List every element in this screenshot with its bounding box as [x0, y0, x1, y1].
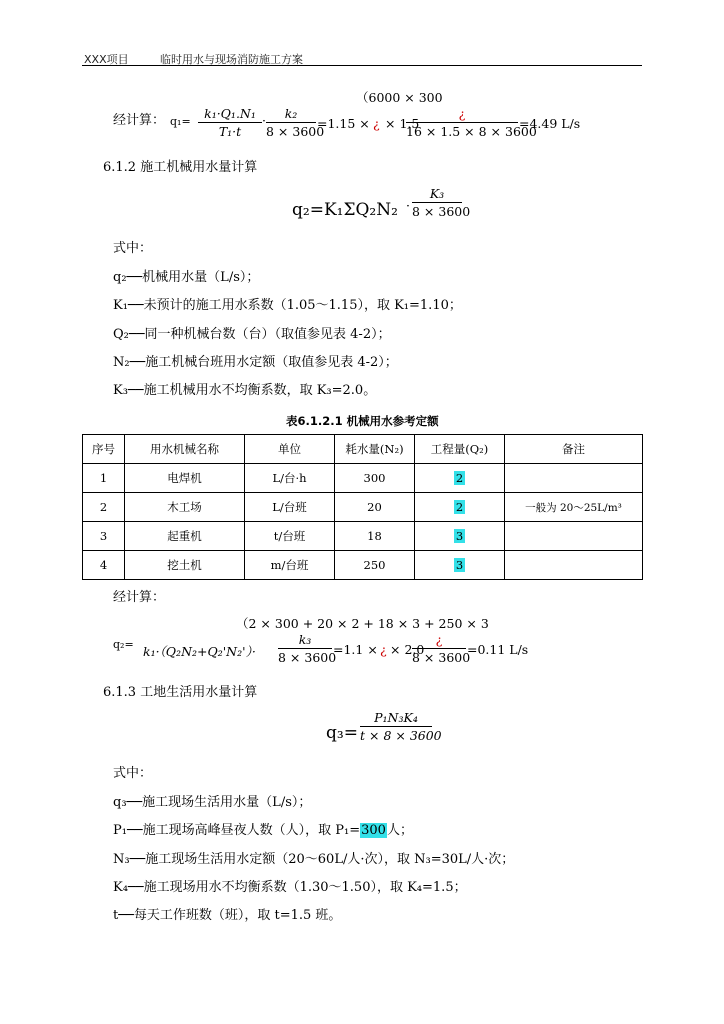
calc1-f2-denominator: 8 × 3600 [266, 124, 325, 139]
sec613-fraction [360, 710, 442, 743]
sec612-f-numerator: K₃ [429, 186, 445, 201]
cell-index: 2 [83, 493, 125, 522]
cell-consumption: 300 [335, 464, 415, 493]
header-project: XXX项目 [84, 53, 129, 66]
sec613-def-2-highlight: 300 [361, 823, 386, 838]
calc1-fraction-1 [198, 106, 262, 139]
cell-consumption: 18 [335, 522, 415, 551]
calc1-f3-numerator: ¿ [458, 106, 466, 121]
col-header-machine: 用水机械名称 [125, 435, 245, 464]
cell-index: 3 [83, 522, 125, 551]
cell-remark [505, 522, 643, 551]
sec613-def-2-text: P₁──施工现场高峰昼夜人数（人），取 P₁= [113, 823, 361, 838]
calc2-mid: =1.1 × [333, 642, 378, 657]
cell-quantity [415, 493, 505, 522]
sec613-def-2 [113, 823, 413, 839]
sec612-def-3: Q₂──同一种机械台数（台）（取值参见表 4-2）； [113, 327, 391, 342]
calc1-fraction-2 [266, 106, 325, 139]
cell-unit: m/台班 [245, 551, 335, 580]
sec612-formula-lhs: q₂=K₁ΣQ₂N₂ [292, 200, 398, 220]
calc2-glyph: ¿ [380, 642, 387, 657]
calc2-f2-numerator: ¿ [435, 632, 443, 647]
sec613-f-numerator: P₁N₃K₄ [374, 710, 418, 725]
table-row [83, 551, 643, 580]
table-row [83, 464, 643, 493]
sec612-def-5: K₃──施工机械用水不均衡系数，取 K₃=2.0。 [113, 383, 377, 398]
cell-machine: 木工场 [125, 493, 245, 522]
section-613-title: 6.1.3 工地生活用水量计算 [103, 685, 258, 700]
calc2-lhs: q₂= [113, 638, 134, 651]
sec612-formula-dot: · [406, 198, 410, 213]
cell-index: 1 [83, 464, 125, 493]
calc2-top-expression: （2 × 300 + 20 × 2 + 18 × 3 + 250 × 3 [236, 616, 489, 631]
calc1-result: =4.49 L/s [519, 116, 581, 131]
calc1-mid2: × 1.5 [385, 116, 420, 131]
sec613-def-3: N₃──施工现场生活用水定额（20～60L/人·次），取 N₃=30L/人·次； [113, 852, 515, 867]
sec612-fraction [412, 186, 471, 219]
col-header-quantity: 工程量(Q₂) [415, 435, 505, 464]
calc2-result: =0.11 L/s [467, 642, 529, 657]
sec612-def-1: q₂──机械用水量（L/s）； [113, 270, 260, 285]
cell-remark [505, 551, 643, 580]
col-header-index: 序号 [83, 435, 125, 464]
calc2-fraction-2 [412, 632, 471, 665]
table-row [83, 493, 643, 522]
calc2-mid2: × 2.0 [390, 642, 425, 657]
col-header-remark: 备注 [505, 435, 643, 464]
cell-quantity-value: 2 [455, 471, 464, 485]
cell-quantity [415, 522, 505, 551]
header-title: 临时用水与现场消防施工方案 [160, 53, 303, 66]
sec612-def-2: K₁──未预计的施工用水系数（1.05～1.15），取 K₁=1.10； [113, 298, 462, 313]
calc1-f2-numerator: k₂ [284, 106, 298, 121]
table-caption: 表6.1.2.1 机械用水参考定额 [286, 414, 439, 428]
sec613-def-4: K₄──施工现场用水不均衡系数（1.30～1.50），取 K₄=1.5； [113, 880, 467, 895]
calc1-f3-denominator: 16 × 1.5 × 8 × 3600 [406, 124, 537, 139]
cell-quantity-value: 3 [455, 529, 464, 543]
cell-unit: L/台·h [245, 464, 335, 493]
col-header-unit: 单位 [245, 435, 335, 464]
cell-consumption: 20 [335, 493, 415, 522]
header-divider [82, 65, 642, 66]
calc1-lhs: q₁= [170, 115, 191, 128]
cell-index: 4 [83, 551, 125, 580]
sec612-f-denominator: 8 × 3600 [412, 204, 471, 219]
cell-remark: 一般为 20～25L/m³ [505, 493, 643, 522]
sec613-f-denominator: t × 8 × 3600 [360, 728, 442, 743]
cell-unit: L/台班 [245, 493, 335, 522]
section-612-title: 6.1.2 施工机械用水量计算 [103, 160, 258, 175]
sec613-def-2-suffix: 人； [386, 823, 413, 838]
sec613-formula-lhs: q₃= [326, 723, 358, 743]
calc2-prefix: 经计算： [113, 590, 166, 605]
calc1-mid: =1.15 × [317, 116, 370, 131]
cell-quantity [415, 551, 505, 580]
cell-machine: 挖土机 [125, 551, 245, 580]
calc2-fraction-1 [278, 632, 337, 665]
cell-machine: 电焊机 [125, 464, 245, 493]
machine-water-table [82, 434, 643, 580]
calc1-top-expression: （6000 × 300 [356, 90, 443, 105]
table-header-row [83, 435, 643, 464]
calc1-dot: · [262, 113, 266, 128]
table-row [83, 522, 643, 551]
calc1-f1-numerator: k₁·Q₁.N₁ [204, 106, 256, 121]
cell-remark [505, 464, 643, 493]
sec613-def-5: t──每天工作班数（班），取 t=1.5 班。 [113, 908, 342, 923]
calc2-expression: k₁·（Q₂N₂+Q₂'N₂'）· [143, 644, 256, 659]
sec612-shizhong: 式中： [113, 241, 153, 256]
cell-quantity [415, 464, 505, 493]
cell-machine: 起重机 [125, 522, 245, 551]
calc2-f1-denominator: 8 × 3600 [278, 650, 337, 665]
calc2-f1-numerator: k₃ [298, 632, 312, 647]
calc2-f2-denominator: 8 × 3600 [412, 650, 471, 665]
sec613-def-1: q₃──施工现场生活用水量（L/s）； [113, 795, 312, 810]
cell-quantity-value: 3 [455, 558, 464, 572]
cell-quantity-value: 2 [455, 500, 464, 514]
calc1-f1-denominator: T₁·t [218, 124, 242, 139]
cell-consumption: 250 [335, 551, 415, 580]
col-header-consumption: 耗水量(N₂) [335, 435, 415, 464]
calc1-prefix: 经计算： [113, 113, 166, 128]
sec613-shizhong: 式中： [113, 766, 153, 781]
calc1-fraction-3 [406, 106, 537, 139]
calc1-glyph: ¿ [373, 116, 380, 131]
sec612-def-4: N₂──施工机械台班用水定额（取值参见表 4-2）； [113, 355, 398, 370]
cell-unit: t/台班 [245, 522, 335, 551]
